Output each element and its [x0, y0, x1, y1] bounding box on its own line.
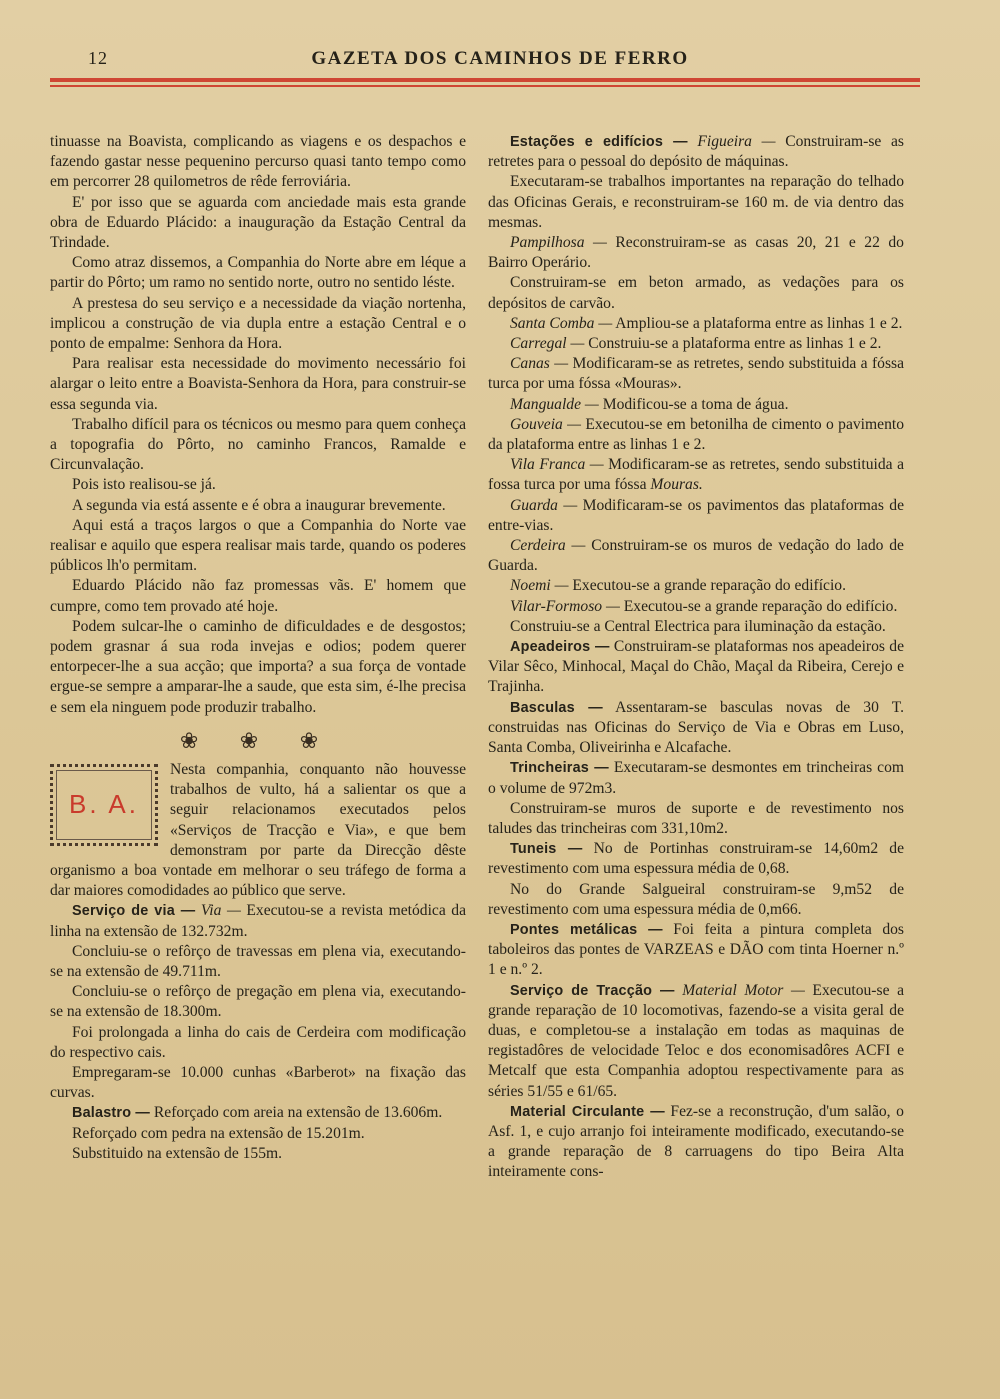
paragraph-text: No de Portinhas construiram-se 14,60m2 de revestimento com uma espessura média de 0,68.: [488, 840, 905, 878]
run-in-subheading: Guarda —: [510, 496, 578, 514]
paragraph: Eduardo Plácido não faz promessas vãs. E' homem que cumpre, como tem provado até hoje.: [50, 577, 466, 615]
paragraph: Construiram-se em beton armado, as vedações para os depósitos de carvão.: [488, 274, 904, 312]
paragraph-tuneis: [488, 839, 904, 879]
paragraph-carregal: [488, 334, 904, 354]
paragraph-pampilhosa: [488, 233, 904, 273]
right-column: [488, 132, 904, 1183]
paragraph: A prestesa do seu serviço e a necessidade da viação nortenha, implicou a construção de via dupla entre a estação Central e o ponto de empalme: Senhora da Hora.: [50, 294, 466, 353]
paragraph-gouveia: [488, 415, 904, 455]
run-in-subheading: Vilar-Formoso —: [510, 597, 620, 615]
ba-initial-frame: [50, 764, 158, 846]
run-in-subheading: Vila Franca —: [510, 456, 604, 474]
paragraph-trincheiras: [488, 758, 904, 798]
paragraph-text: Modificou-se a toma de água.: [602, 395, 789, 413]
run-in-subheading: Via —: [200, 902, 241, 920]
paragraph-cerdeira: [488, 536, 904, 576]
run-in-heading: Pontes metálicas —: [510, 921, 663, 938]
run-in-subheading: Mangualde —: [510, 395, 599, 413]
paragraph-text: Construiram-se plataformas nos apeadeiros de Vilar Sêco, Minhocal, Maçal do Chão, Maçal da Ribeira, Cerejo e Trajinha.: [488, 638, 904, 696]
paragraph-text: Executaram-se desmontes em trincheiras com o volume de 972m3.: [488, 759, 905, 797]
ba-label: B. A.: [69, 788, 139, 819]
run-in-heading: Apeadeiros —: [510, 639, 610, 656]
section-ornament: ❀ ❀ ❀: [179, 727, 337, 753]
paragraph-canas: [488, 354, 904, 394]
paragraph: Reforçado com pedra na extensão de 15.201m.: [72, 1124, 365, 1142]
paragraph-text: Fez-se a reconstrução, d'um salão, o Asf. 1, e cujo arranjo foi inteiramente modificado, executando-se a grande reparação de 8 carruagens do tipo Beira Alta inteiramente cons-: [488, 1102, 904, 1181]
run-in-heading: Estações e edifícios —: [510, 134, 688, 150]
paragraph-text: Modificaram-se os pavimentos das plataformas de entre-vias.: [488, 496, 904, 534]
paragraph: E' por isso que se aguarda com anciedade mais esta grande obra de Eduardo Plácido: a inauguração da Estação Central da Trindade.: [50, 193, 466, 252]
paragraph-estacoes: [488, 132, 904, 172]
page-number: 12: [88, 48, 108, 68]
run-in-heading: Serviço de via —: [72, 903, 196, 920]
paragraph-text: Executou-se a grande reparação do edifício.: [572, 577, 847, 595]
run-in-subheading: Carregal —: [510, 335, 585, 353]
paragraph-pontes: [488, 920, 904, 981]
paragraph-text: Construiu-se a plataforma entre as linhas 1 e 2.: [588, 335, 882, 353]
paragraph: Empregaram-se 10.000 cunhas «Barberot» na fixação das curvas.: [50, 1063, 466, 1102]
paragraph: Construiram-se muros de suporte e de revestimento nos taludes das trincheiras com 331,10m2.: [488, 799, 904, 837]
paragraph: A segunda via está assente e é obra a inaugurar brevemente.: [72, 496, 446, 514]
run-in-subheading: Material Motor —: [682, 981, 805, 999]
paragraph-santa-comba: [488, 314, 904, 334]
page-header: [0, 48, 1000, 76]
paragraph: Trabalho difícil para os técnicos ou mesmo para quem conheça a topografia do Pôrto, no caminho Francos, Ramalde e Circunvalação.: [50, 415, 466, 474]
run-in-subheading: Figueira —: [697, 133, 776, 150]
paragraph-serviço-via: [50, 901, 466, 941]
paragraph: Construiu-se a Central Electrica para iluminação da estação.: [510, 617, 886, 635]
paragraph-text: Executou-se a revista metódica da linha na extensão de 132.732m.: [50, 902, 467, 940]
run-in-heading: Basculas —: [510, 699, 603, 716]
run-in-subheading: Pampilhosa —: [510, 234, 607, 252]
paragraph-text: Reconstruiram-se as casas 20, 21 e 22 do Bairro Operário.: [488, 234, 904, 272]
paragraph-text: Reforçado com areia na extensão de 13.606m.: [153, 1104, 443, 1122]
left-column: [50, 132, 466, 1164]
paragraph: Para realisar esta necessidade do movimento necessário foi alargar o leito entre a Boavista-Senhora da Hora, para construir-se essa segunda via.: [50, 355, 466, 413]
paragraph-vila-franca: [488, 455, 904, 495]
paragraph-text: Foi feita a pintura completa dos taboleiros das pontes de VARZEAS e DÃO com tinta Hoerner n.º 1 e n.º 2.: [488, 920, 904, 979]
italic-term: Mouras.: [650, 476, 703, 494]
ba-section: [50, 760, 466, 901]
paragraph-text: Ampliou-se a plataforma entre as linhas 1 e 2.: [615, 314, 903, 332]
paragraph-apeadeiros: [488, 637, 904, 698]
run-in-heading: Material Circulante —: [510, 1103, 665, 1120]
paragraph-mangualde: [488, 395, 904, 415]
run-in-subheading: Gouveia —: [510, 415, 582, 433]
paragraph: Foi prolongada a linha do cais de Cerdeira com modificação do respectivo cais.: [50, 1023, 466, 1061]
paragraph-text: Assentaram-se basculas novas de 30 T. construidas nas Oficinas do Serviço de Via e Obras em Luso, Santa Comba, Oliveirinha e Alcafache.: [488, 698, 904, 757]
paragraph-text: Executou-se a grande reparação de 10 locomotivas, fazendo-se a visita geral de duas, e completou-se a instalação em todas as maquinas de registadôres de velocidade Teloc e dos economisadôres ACFI e Metcalf que esta Companhia adoptou respectivamente para as séries 51/55 e 61/65.: [488, 981, 904, 1100]
paragraph: tinuasse na Boavista, complicando as viagens e os despachos e fazendo gastar nesse pequenino percurso quasi tanto tempo como em percorrer 28 quilometros de rêde ferroviária.: [50, 133, 466, 191]
paragraph-basculas: [488, 698, 904, 759]
paragraph-guarda: [488, 496, 904, 536]
paragraph: Podem sulcar-lhe o caminho de dificuldades e de desgostos; podem grasnar á sua roda invejas e odios; podem querer entorpecer-lhe a sua acção; que importa? a sua força de vontade ergue-se sempre a amparar-lhe a saude, que esta sim, é-lhe precisa e sem ela ninguem pode produzir trabalho.: [50, 617, 466, 716]
paragraph-text: Construiram-se as retretes para o pessoal do depósito de máquinas.: [488, 133, 904, 171]
ba-intro-paragraph: Nesta companhia, conquanto não houvesse trabalhos de vulto, há a salientar os que a seguir relacionamos executados pelos «Serviços de Tracção e Via», e que bem demonstram por parte da Direcção dêste organismo a boa vontade em melhorar o seu tráfego de forma a dar maiores comodidades ao público que serve.: [50, 760, 466, 900]
paragraph: Pois isto realisou-se já.: [72, 476, 216, 494]
paragraph: Concluiu-se o refôrço de travessas em plena via, executando-se na extensão de 49.711m.: [50, 942, 466, 980]
paragraph: Substituido na extensão de 155m.: [72, 1144, 283, 1162]
run-in-heading: Balastro —: [72, 1105, 150, 1122]
paragraph-text: Construiram-se os muros de vedação do lado de Guarda.: [488, 537, 904, 575]
run-in-heading: Serviço de Tracção —: [510, 982, 675, 999]
run-in-heading: Trincheiras —: [510, 760, 609, 777]
paragraph: Concluiu-se o refôrço de pregação em plena via, executando-se na extensão de 18.300m.: [50, 983, 466, 1021]
run-in-subheading: Cerdeira —: [510, 537, 586, 555]
header-rule-thin: [50, 85, 920, 87]
paragraph-traccao: [488, 981, 904, 1102]
paragraph-noemi: [488, 576, 904, 596]
paragraph-text: Executou-se a grande reparação do edifício.: [623, 597, 898, 615]
paragraph: No do Grande Salgueiral construiram-se 9,m52 de revestimento com uma espessura média de 0,m66.: [488, 880, 904, 918]
header-rule: [50, 78, 920, 82]
paragraph: Como atraz dissemos, a Companhia do Norte abre em léque a partir do Pôrto; um ramo no sentido norte, outro no sentido léste.: [50, 254, 466, 292]
paragraph: Executaram-se trabalhos importantes na reparação do telhado das Oficinas Gerais, e reconstruiram-se 160 m. de via dentro das mesmas.: [488, 173, 904, 231]
paragraph-text: Modificaram-se as retretes, sendo substituida a fossa turca por uma fóssa: [488, 456, 904, 494]
run-in-subheading: Canas —: [510, 355, 569, 373]
paragraph-text: Executou-se em betonilha de cimento o pavimento da plataforma entre as linhas 1 e 2.: [488, 415, 904, 454]
journal-title: GAZETA DOS CAMINHOS DE FERRO: [311, 48, 689, 69]
run-in-subheading: Noemi —: [510, 577, 569, 595]
paragraph-balastro: [50, 1103, 466, 1123]
run-in-heading: Tuneis —: [510, 841, 583, 858]
paragraph: Aqui está a traços largos o que a Companhia do Norte vae realisar e aquilo que espera realisar mais tarde, quando os poderes públicos lh'o permitam.: [50, 516, 466, 575]
paragraph-text: Modificaram-se as retretes, sendo substituida a fóssa turca por uma fóssa «Mouras».: [488, 355, 905, 393]
run-in-subheading: Santa Comba —: [510, 314, 613, 332]
paragraph-vilar-formoso: [488, 597, 904, 617]
paragraph-material-circulante: [488, 1102, 904, 1183]
